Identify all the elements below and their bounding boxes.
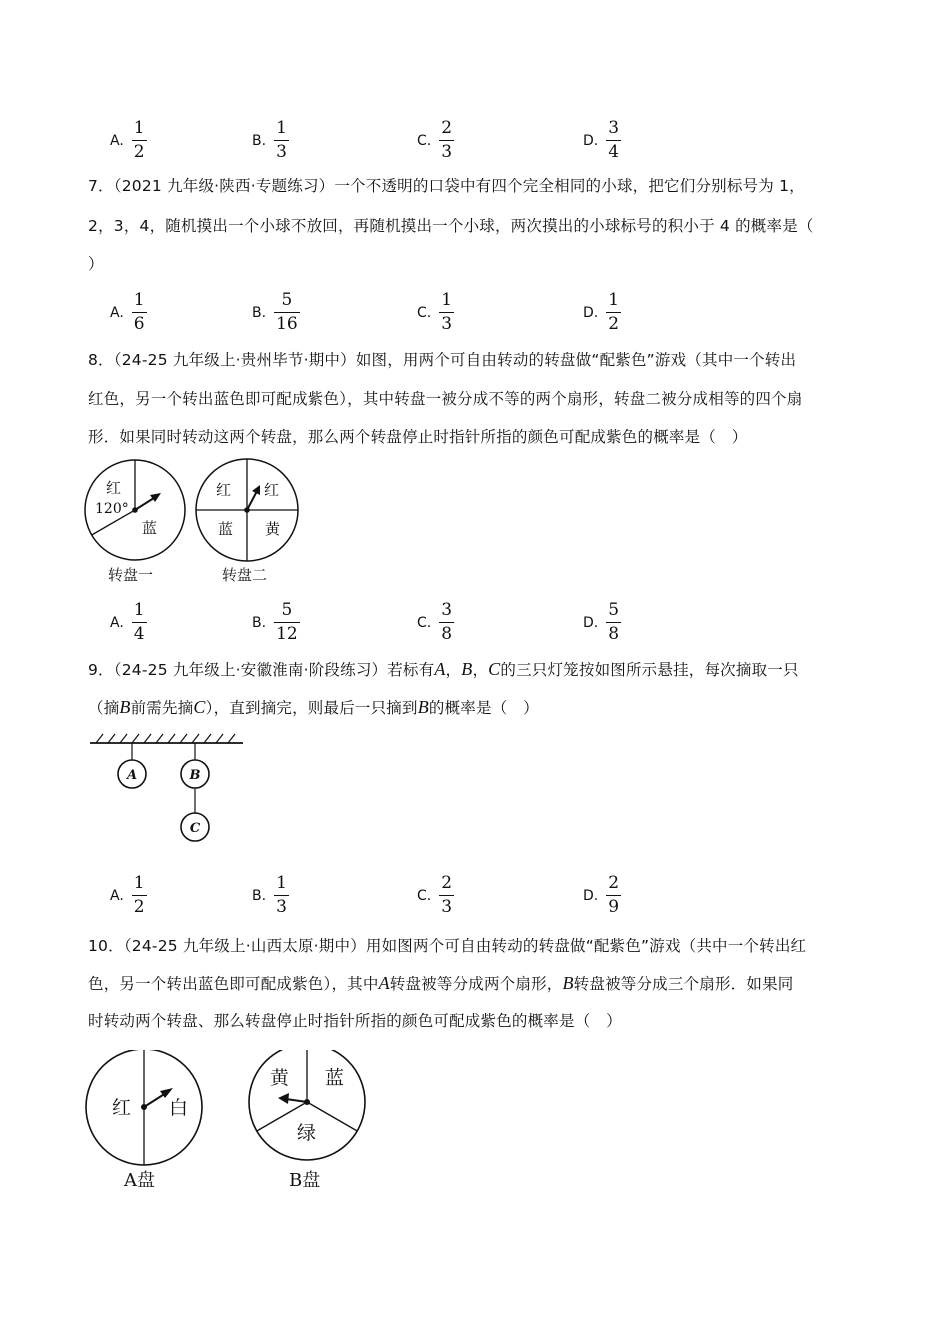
spinner-b-caption: B盘 bbox=[289, 1170, 321, 1191]
math-var: C bbox=[488, 659, 501, 679]
option-label: A. bbox=[110, 304, 124, 321]
option-label: B. bbox=[252, 132, 267, 149]
q8-line2: 红色，另一个转出蓝色即可配成紫色），其中转盘一被分成不等的两个扇形，转盘二被分成相等的四个扇 bbox=[88, 390, 803, 408]
option-fraction: $\frac{2}{3}$ bbox=[441, 873, 453, 917]
spinner-one bbox=[85, 460, 185, 584]
option-fraction: $\frac{5}{12}$ bbox=[276, 600, 298, 644]
option-label: B. bbox=[252, 304, 267, 321]
lantern-a-label: A bbox=[126, 768, 138, 783]
q9-lantern-figure bbox=[88, 730, 248, 848]
option-fraction: $\frac{1}{2}$ bbox=[133, 118, 145, 162]
option-label: C. bbox=[417, 304, 432, 321]
lantern-c-label: C bbox=[189, 821, 201, 836]
q9-text: （摘 bbox=[88, 699, 120, 717]
option-label: B. bbox=[252, 887, 267, 904]
math-var: C bbox=[193, 697, 206, 717]
option-label: D. bbox=[583, 887, 599, 904]
q9-text: ），直到摘完，则最后一只摘到 bbox=[205, 699, 418, 717]
spinner-b bbox=[249, 1050, 365, 1191]
q9-text: 9．（24-25 九年级上·安徽淮南·阶段练习）若标有 bbox=[88, 661, 435, 679]
spinner-a bbox=[86, 1050, 202, 1191]
option-fraction: $\frac{1}{3}$ bbox=[441, 290, 453, 334]
math-var: B bbox=[562, 973, 574, 993]
option-fraction: $\frac{2}{9}$ bbox=[608, 873, 620, 917]
q7-line3: ） bbox=[88, 255, 104, 273]
q9-option-b[interactable] bbox=[252, 873, 289, 918]
spinner-b-blue-label: 蓝 bbox=[325, 1067, 345, 1089]
q8-option-c[interactable] bbox=[417, 600, 454, 645]
spinner-a-right-label: 白 bbox=[169, 1097, 189, 1119]
q7-option-b[interactable] bbox=[252, 290, 300, 335]
option-fraction: $\frac{5}{16}$ bbox=[276, 290, 298, 334]
ceiling-hatch bbox=[96, 734, 235, 743]
q9-text: 的三只灯笼按如图所示悬挂，每次摘取一只 bbox=[500, 661, 799, 679]
spinner-two bbox=[196, 459, 298, 584]
spinner-a-center bbox=[141, 1104, 147, 1110]
q10-text: 色，另一个转出蓝色即可配成紫色），其中 bbox=[88, 975, 379, 993]
spinner-one-red-label: 红 bbox=[106, 479, 122, 497]
q6-option-a[interactable] bbox=[110, 118, 147, 163]
option-fraction: $\frac{1}{2}$ bbox=[608, 290, 620, 334]
q10-spinner-figure bbox=[80, 1050, 380, 1200]
spinner-two-top-left-label: 红 bbox=[216, 481, 232, 499]
math-var: B bbox=[461, 659, 473, 679]
spinner-two-bottom-left-label: 蓝 bbox=[218, 520, 234, 538]
option-fraction: $\frac{3}{4}$ bbox=[608, 118, 620, 162]
spinner-one-angle-label: 120° bbox=[95, 501, 129, 517]
q10-text: 转盘被等分成三个扇形．如果同 bbox=[573, 975, 794, 993]
q10-line2 bbox=[88, 973, 793, 994]
q8-option-d[interactable] bbox=[583, 600, 621, 645]
q9-text: 的概率是（ ） bbox=[428, 699, 539, 717]
lantern-b-label: B bbox=[189, 768, 201, 783]
q10-line1: 10．（24-25 九年级上·山西太原·期中）用如图两个可自由转动的转盘做“配紫色”游戏（共中一个转出红 bbox=[88, 937, 807, 955]
spinner-b-green-label: 绿 bbox=[297, 1122, 317, 1144]
q7-option-d[interactable] bbox=[583, 290, 621, 335]
q8-line3: 形．如果同时转动这两个转盘，那么两个转盘停止时指针所指的颜色可配成紫色的概率是（ ） bbox=[88, 428, 748, 446]
math-var: B bbox=[417, 697, 429, 717]
q7-line1: 7．（2021 九年级·陕西·专题练习）一个不透明的口袋中有四个完全相同的小球，把它们分别标号为 1， bbox=[88, 177, 805, 195]
math-var: A bbox=[378, 973, 390, 993]
option-fraction: $\frac{3}{8}$ bbox=[441, 600, 453, 644]
math-var: B bbox=[119, 697, 131, 717]
spinner-b-yellow-label: 黄 bbox=[270, 1067, 290, 1089]
option-label: A. bbox=[110, 887, 124, 904]
option-label: C. bbox=[417, 887, 432, 904]
arrow-icon bbox=[278, 1093, 289, 1104]
math-var: A bbox=[434, 659, 446, 679]
q8-spinner-figure bbox=[80, 455, 320, 590]
spinner-b-center bbox=[304, 1099, 310, 1105]
q10-text: 转盘被等分成两个扇形， bbox=[389, 975, 563, 993]
spinner-two-pointer bbox=[247, 491, 257, 510]
spinner-two-caption: 转盘二 bbox=[222, 566, 268, 584]
q8-option-b[interactable] bbox=[252, 600, 300, 645]
q7-option-c[interactable] bbox=[417, 290, 454, 335]
q9-text: 前需先摘 bbox=[130, 699, 194, 717]
option-label: A. bbox=[110, 132, 124, 149]
q9-option-c[interactable] bbox=[417, 873, 454, 918]
option-label: B. bbox=[252, 614, 267, 631]
option-fraction: $\frac{2}{3}$ bbox=[441, 118, 453, 162]
option-label: C. bbox=[417, 132, 432, 149]
option-label: D. bbox=[583, 132, 599, 149]
spinner-one-caption: 转盘一 bbox=[108, 566, 154, 584]
q7-line2: 2，3，4，随机摸出一个小球不放回，再随机摸出一个小球，两次摸出的小球标号的积小于 4 的概率是（ bbox=[88, 217, 814, 235]
option-fraction: $\frac{1}{2}$ bbox=[133, 873, 145, 917]
q6-option-b[interactable] bbox=[252, 118, 289, 163]
spinner-two-center bbox=[244, 507, 250, 513]
q9-option-a[interactable] bbox=[110, 873, 147, 918]
q9-text: ， bbox=[472, 661, 489, 679]
spinner-two-top-right-label: 红 bbox=[264, 481, 280, 499]
q7-option-a[interactable] bbox=[110, 290, 147, 335]
option-label: C. bbox=[417, 614, 432, 631]
q6-option-c[interactable] bbox=[417, 118, 454, 163]
q9-option-d[interactable] bbox=[583, 873, 621, 918]
option-fraction: $\frac{1}{3}$ bbox=[276, 873, 287, 917]
q9-line1 bbox=[88, 659, 799, 680]
option-fraction: $\frac{1}{6}$ bbox=[133, 290, 145, 334]
option-label: D. bbox=[583, 614, 599, 631]
q9-line2 bbox=[88, 697, 539, 718]
q9-text: ， bbox=[445, 661, 462, 679]
spinner-a-pointer bbox=[144, 1093, 166, 1107]
option-fraction: $\frac{5}{8}$ bbox=[608, 600, 620, 644]
spinner-one-blue-label: 蓝 bbox=[142, 519, 158, 537]
spinner-a-left-label: 红 bbox=[112, 1097, 132, 1119]
q10-line3: 时转动两个转盘、那么转盘停止时指针所指的颜色可配成紫色的概率是（ ） bbox=[88, 1012, 622, 1030]
option-fraction: $\frac{1}{3}$ bbox=[276, 118, 287, 162]
arrow-icon bbox=[150, 493, 161, 502]
option-label: A. bbox=[110, 614, 124, 631]
spinner-b-pointer bbox=[286, 1099, 307, 1102]
spinner-two-bottom-right-label: 黄 bbox=[265, 520, 281, 538]
spinner-a-caption: A盘 bbox=[124, 1170, 155, 1191]
q6-option-d[interactable] bbox=[583, 118, 621, 163]
option-label: D. bbox=[583, 304, 599, 321]
q8-line1: 8．（24-25 九年级上·贵州毕节·期中）如图，用两个可自由转动的转盘做“配紫色”游戏（其中一个转出 bbox=[88, 351, 797, 369]
q8-option-a[interactable] bbox=[110, 600, 147, 645]
spinner-one-center bbox=[132, 507, 138, 513]
option-fraction: $\frac{1}{4}$ bbox=[133, 600, 145, 644]
